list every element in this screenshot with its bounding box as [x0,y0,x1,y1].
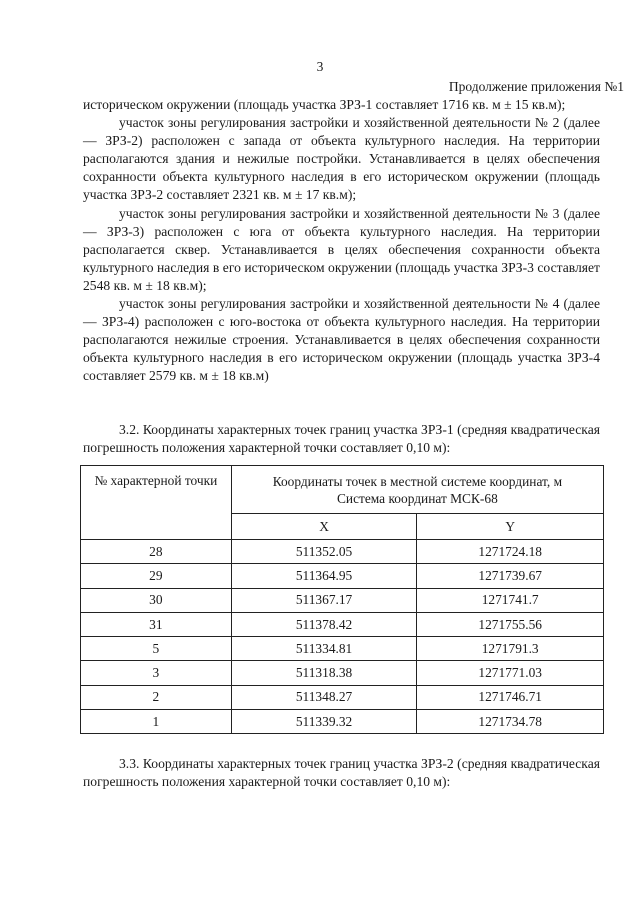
header-coordinates [231,466,603,514]
cell-point: 5 [81,637,232,661]
table-row [81,710,604,734]
cell-y: 1271734.78 [417,710,604,734]
cell-point: 2 [81,685,232,709]
cell-y: 1271741.7 [417,588,604,612]
coordinates-table-body [81,540,604,734]
cell-y: 1271771.03 [417,661,604,685]
paragraph-zrz1-tail: историческом окружении (площадь участка ЗРЗ-1 составляет 1716 кв. м ± 15 кв.м); [83,97,566,112]
section-3-3-text: 3.3. Координаты характерных точек границ участка ЗРЗ-2 (средняя квадратическая погрешность положения характерной точки составляет 0,10 м): [83,756,600,789]
section-3-2-text: 3.2. Координаты характерных точек границ участка ЗРЗ-1 (средняя квадратическая погрешность положения характерной точки составляет 0,10 м): [83,422,600,455]
cell-x: 511348.27 [231,685,417,709]
header-coordinates-line2: Система координат МСК-68 [336,490,498,506]
cell-y: 1271755.56 [417,612,604,636]
header-y: Y [417,514,604,540]
paragraph-zrz2: участок зоны регулирования застройки и хозяйственной деятельности № 2 (далее — ЗРЗ-2) расположен с запада от объекта культурного наследия. На территории располагаются здания и нежилые постройки. Устанавливается в целях обеспечения сохранности объекта культурного наследия в его историческом окружении (площадь участка ЗРЗ-2 составляет 2321 кв. м ± 17 кв.м); [83,115,600,203]
cell-point: 31 [81,612,232,636]
body-text [83,96,600,386]
page-number: 3 [316,59,324,74]
cell-point: 1 [81,710,232,734]
cell-y: 1271739.67 [417,564,604,588]
cell-x: 511367.17 [231,588,417,612]
table-row [81,612,604,636]
cell-y: 1271791.3 [417,637,604,661]
section-3-3-lead [83,755,600,791]
table-row [81,588,604,612]
table-row [81,685,604,709]
cell-y: 1271724.18 [417,540,604,564]
table-row [81,564,604,588]
section-3-2-lead [83,421,600,457]
cell-x: 511318.38 [231,661,417,685]
cell-point: 30 [81,588,232,612]
table-row [81,637,604,661]
header-point-number: № характерной точки [81,466,232,540]
cell-x: 511352.05 [231,540,417,564]
cell-point: 28 [81,540,232,564]
header-coordinates-line1: Координаты точек в местной системе координат, м [272,473,563,489]
paragraph-zrz4: участок зоны регулирования застройки и хозяйственной деятельности № 4 (далее — ЗРЗ-4) расположен с юго-востока от объекта культурного наследия. На территории располагаются нежилые строения. Устанавливается в целях обеспечения сохранности объекта культурного наследия в его историческом окружении (площадь участка ЗРЗ-4 составляет 2579 кв. м ± 18 кв.м) [83,296,600,384]
cell-point: 3 [81,661,232,685]
header-x: X [231,514,417,540]
cell-x: 511364.95 [231,564,417,588]
coordinates-table-zrz1 [80,465,604,734]
cell-point: 29 [81,564,232,588]
cell-y: 1271746.71 [417,685,604,709]
appendix-continuation-note: Продолжение приложения №1 [448,79,624,94]
cell-x: 511334.81 [231,637,417,661]
table-row [81,661,604,685]
paragraph-zrz3: участок зоны регулирования застройки и хозяйственной деятельности № 3 (далее — ЗРЗ-3) расположен с юга от объекта культурного наследия. На территории располагается сквер. Устанавливается в целях обеспечения сохранности объекта культурного наследия в его историческом окружении (площадь участка ЗРЗ-3 составляет 2548 кв. м ± 18 кв.м); [83,205,600,293]
cell-x: 511339.32 [231,710,417,734]
cell-x: 511378.42 [231,612,417,636]
table-row [81,540,604,564]
